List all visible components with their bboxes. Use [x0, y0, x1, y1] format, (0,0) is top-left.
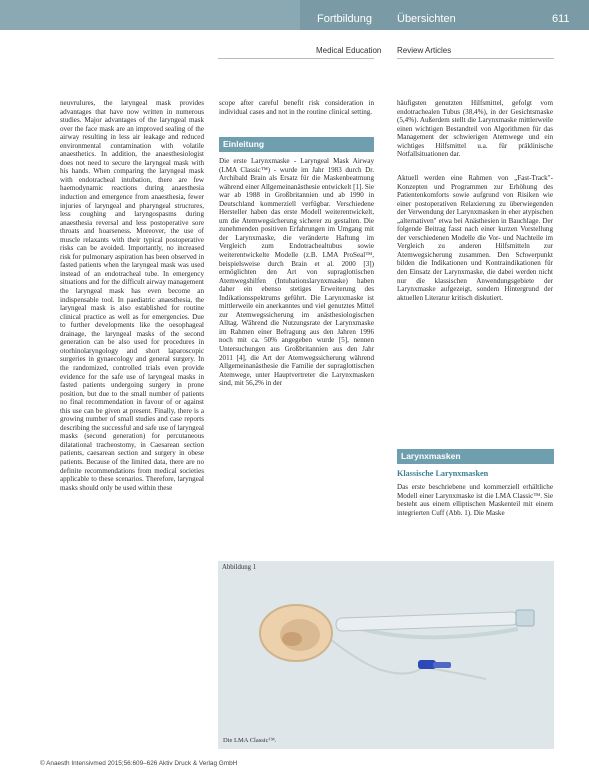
- section-heading-larynxmasken: Larynxmasken: [397, 449, 554, 464]
- footer-citation: © Anaesth Intensivmed 2015;56:609–626 Aktiv Druck & Verlag GmbH: [40, 760, 238, 767]
- laryngeal-mask-illustration: [218, 561, 554, 749]
- page-number: 611: [552, 13, 570, 25]
- header-section-en: Medical Education: [316, 46, 382, 55]
- header-section-de-2: Übersichten: [397, 13, 456, 25]
- figure-caption: Die LMA Classic™.: [223, 737, 277, 744]
- header-section-en-2: Review Articles: [397, 46, 452, 55]
- column-3: [397, 99, 553, 159]
- col3-bottom-text: Das erste beschriebene und kommerziell erhältliche Modell einer Larynxmaske ist die LMA Classic™. Sie besteht aus einem elliptischen Maskenteil mit einem integrierten Cuff (Abb. 1). Die Maske: [397, 483, 553, 517]
- column-1-english-abstract: [60, 99, 204, 492]
- column-3-mid: [397, 174, 553, 302]
- section-heading-einleitung: Einleitung: [219, 137, 374, 152]
- header-band: [0, 0, 589, 30]
- column-3-bottom: [397, 483, 553, 517]
- col3-top-text: häufigsten genutzten Hilfsmittel, gefolgt vom endotrachealen Tubus (38,4%), in der Gesichtsmaske (5,4%). Außerdem stellt die Larynxmaske mittlerweile einen wichtigen Bestandteil von Algorithmen für das Management der schwierigen Atemwege und ein wichtiges Hilfsmittel u.a. für präklinische Notfallsituationen dar.: [397, 99, 553, 159]
- header-band-left: [0, 0, 300, 30]
- column-2-body: [219, 157, 374, 388]
- col2-top-text: scope after careful benefit risk consideration in individual cases and not in the routine clinical setting.: [219, 99, 374, 116]
- col3-mid-text: Aktuell werden eine Rahmen von „Fast-Track"-Konzepten und Programmen zur Erhöhung des Patientenkomforts sowie aufgrund von Risiken wie einer postoperativen Relaxierung zu überwiegenden der Verwendung der Larynxmasken in eher atypischen „alternativen" etwa bei Anästhesien in Bauchlage. Der folgende Beitrag fasst nach einer kurzen Vorstellung der verschiedenen Modelle die Vor- und Nachteile im Vergleich zu anderen Hilfsmitteln zur Atemwegsicherung zusammen. Den Schwerpunkt bilden die Indikationen und Kontraindikationen für den Einsatz der Larynxmaske, die dabei werden nicht nur die klassischen Anwendungsgebiete der Larynxmaske aufgezeigt, sondern Hintergrund der aktuellen Literatur kritisch diskutiert.: [397, 174, 553, 302]
- figure-label: Abbildung 1: [222, 564, 257, 571]
- figure-1: [218, 561, 554, 749]
- einleitung-text: Die erste Larynxmaske - Laryngeal Mask Airway (LMA Classic™) - wurde im Jahr 1983 durch Dr. Archibald Brain als Ersatz für die Maskenbeatmung während einer Allgemeinanästhesie entwickelt [1]. Sie war ab 1988 in Großbritannien und ab 1990 in Deutschland kommerziell verfügbar. Verschiedene Hersteller haben das erste Modell weiterentwickelt, um die Atemwegsicherung sicherer zu gestalten. Die zunehmenden positiven Erfahrungen im Umgang mit der Larynxmaske, die veränderte Haftung im Vergleich zum Endotrachealtubus sowie weiterentwickelte Modelle (z.B. LMA ProSeal™, beispielsweise durch Brain et al. 2000 [3]) ermöglichten den Art von supraglottischen Atemwegshilfen (Intubationslarynxmaske) haben daher ein ebenso stetiges Erweiterung des Indikationsspektrums geführt. Die Larynxmaske ist mittlerweile ein anerkanntes und viel genutztes Mittel zur Atemwegssicherung im anästhesiologischen Alltag. Während die Nutzungsrate der Larynxmaske im Rahmen einer Befragung aus den Jahren 1996 noch mit ca. 50% angegeben wurde [5], nennen Untersuchungen aus Großbritannien aus den Jahr 2011 [4], die Art der Atemwegssicherung während Allgemeinanästhesie die Familie der supraglottischen Atemwege, unter Hauptvertreter die Larynxmasken sind, mit 56,2% in der: [219, 157, 374, 388]
- subheading-klassische-larynxmasken: Klassische Larynxmasken: [397, 469, 489, 478]
- header-section-de: Fortbildung: [317, 13, 373, 25]
- header-rule-left: [218, 58, 374, 59]
- abstract-text: neuvrulures, the laryngeal mask provides advantages that have now written in numerous studies. Major advantages of the laryngeal mask over the face mask are an improved sealing of the airway resulting in less air leakage and reduced environmental contamination with volatile anaesthetics. In addition, the anaesthesiologist does not need to secure the laryngeal mask with his hands. When comparing the laryngeal mask with endotracheal intubation, there are few haemodynamic reactions during anaesthesia induction and emergence from anaesthesia, fewer injuries of laryngeal and pharyngeal structures, less coughing and laryngospasms during anaesthesia reversal and less postoperative sore throats and hoarseness. Moreover, the use of muscle relaxants with their typical postoperative risks can be avoided. Importantly, no increased risk for pulmonary aspiration has been observed in fasted patients when the laryngeal mask was used instead of an endotracheal tube. In emergency situations and for the difficult airway management the laryngeal mask has even become an indispensable tool. In paediatric anaesthesia, the laryngeal mask is also established for routine clinical practice as well as for emergencies. Due to further developments like the oesophageal drainage, the laryngeal masks of the second generation can be also used for procedures in otorhinolaryngology and short laparoscopic surgeries in gynaecology and general surgery. In the randomized, controlled trials even provide evidence for the safe use of laryngeal masks in fasted patients undergoing surgery in prone position, but due to the small number of patients no final recommendation in favour of or against this use can be given at present. Finally, there is a growing number of small studies and case reports describing the successful and safe use of laryngeal masks (second generation) for percutaneous dilatational tracheostomy, in Caesarean section patients, caesarean section and surgery in obese patients. Because of the limited data, there are no definite recommendations from medical societies applicable to these scenarios. Therefore, laryngeal masks should only be used within these: [60, 99, 205, 492]
- column-2: [219, 99, 374, 116]
- header-rule-right: [397, 58, 554, 59]
